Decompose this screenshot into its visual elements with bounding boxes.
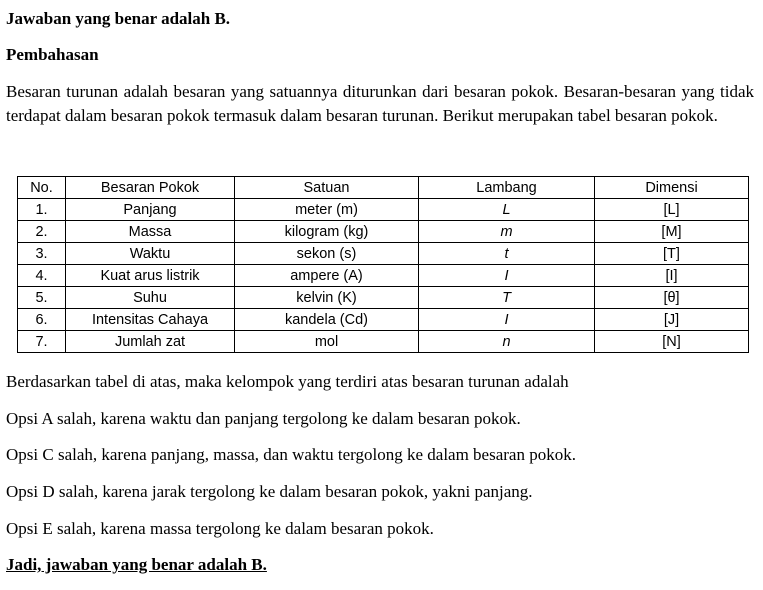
cell-symbol: I xyxy=(419,265,595,287)
table-row xyxy=(18,309,749,331)
cell-quantity: Intensitas Cahaya xyxy=(66,309,235,331)
intro-paragraph: Besaran turunan adalah besaran yang satuannya diturunkan dari besaran pokok. Besaran-besaran yang tidak terdapat dalam besaran pokok termasuk dalam besaran turunan. Berikut merupakan tabel besaran pokok. xyxy=(6,82,754,125)
cell-quantity: Suhu xyxy=(66,287,235,309)
option-e-explanation: Opsi E salah, karena massa tergolong ke dalam besaran pokok. xyxy=(6,519,434,538)
cell-unit: kandela (Cd) xyxy=(235,309,419,331)
cell-no: 2. xyxy=(18,221,66,243)
cell-dimension: [M] xyxy=(595,221,749,243)
cell-quantity: Panjang xyxy=(66,199,235,221)
cell-unit: meter (m) xyxy=(235,199,419,221)
header-no: No. xyxy=(18,177,66,199)
cell-dimension: [N] xyxy=(595,331,749,353)
discussion-title: Pembahasan xyxy=(6,45,99,64)
table-header-row xyxy=(18,177,749,199)
table-row xyxy=(18,221,749,243)
cell-unit: ampere (A) xyxy=(235,265,419,287)
cell-dimension: [θ] xyxy=(595,287,749,309)
cell-unit: mol xyxy=(235,331,419,353)
cell-unit: sekon (s) xyxy=(235,243,419,265)
option-c-explanation: Opsi C salah, karena panjang, massa, dan waktu tergolong ke dalam besaran pokok. xyxy=(6,445,576,464)
cell-symbol: n xyxy=(419,331,595,353)
base-quantities-table xyxy=(17,176,749,353)
header-quantity: Besaran Pokok xyxy=(66,177,235,199)
cell-no: 5. xyxy=(18,287,66,309)
option-a-explanation: Opsi A salah, karena waktu dan panjang tergolong ke dalam besaran pokok. xyxy=(6,409,521,428)
cell-no: 3. xyxy=(18,243,66,265)
header-dimension: Dimensi xyxy=(595,177,749,199)
header-unit: Satuan xyxy=(235,177,419,199)
table-row xyxy=(18,265,749,287)
cell-symbol: L xyxy=(419,199,595,221)
table-row xyxy=(18,199,749,221)
cell-quantity: Jumlah zat xyxy=(66,331,235,353)
final-answer: Jadi, jawaban yang benar adalah B. xyxy=(6,555,267,574)
cell-quantity: Waktu xyxy=(66,243,235,265)
cell-unit: kilogram (kg) xyxy=(235,221,419,243)
header-symbol: Lambang xyxy=(419,177,595,199)
answer-title: Jawaban yang benar adalah B. xyxy=(6,9,231,28)
table-row xyxy=(18,331,749,353)
cell-dimension: [I] xyxy=(595,265,749,287)
cell-unit: kelvin (K) xyxy=(235,287,419,309)
cell-no: 4. xyxy=(18,265,66,287)
cell-symbol: t xyxy=(419,243,595,265)
conclusion-intro: Berdasarkan tabel di atas, maka kelompok yang terdiri atas besaran turunan adalah xyxy=(6,372,569,391)
cell-dimension: [T] xyxy=(595,243,749,265)
cell-quantity: Massa xyxy=(66,221,235,243)
cell-no: 6. xyxy=(18,309,66,331)
table-row xyxy=(18,243,749,265)
cell-dimension: [L] xyxy=(595,199,749,221)
cell-dimension: [J] xyxy=(595,309,749,331)
cell-symbol: m xyxy=(419,221,595,243)
cell-no: 1. xyxy=(18,199,66,221)
cell-symbol: I xyxy=(419,309,595,331)
cell-symbol: T xyxy=(419,287,595,309)
option-d-explanation: Opsi D salah, karena jarak tergolong ke dalam besaran pokok, yakni panjang. xyxy=(6,482,533,501)
cell-quantity: Kuat arus listrik xyxy=(66,265,235,287)
cell-no: 7. xyxy=(18,331,66,353)
table-row xyxy=(18,287,749,309)
